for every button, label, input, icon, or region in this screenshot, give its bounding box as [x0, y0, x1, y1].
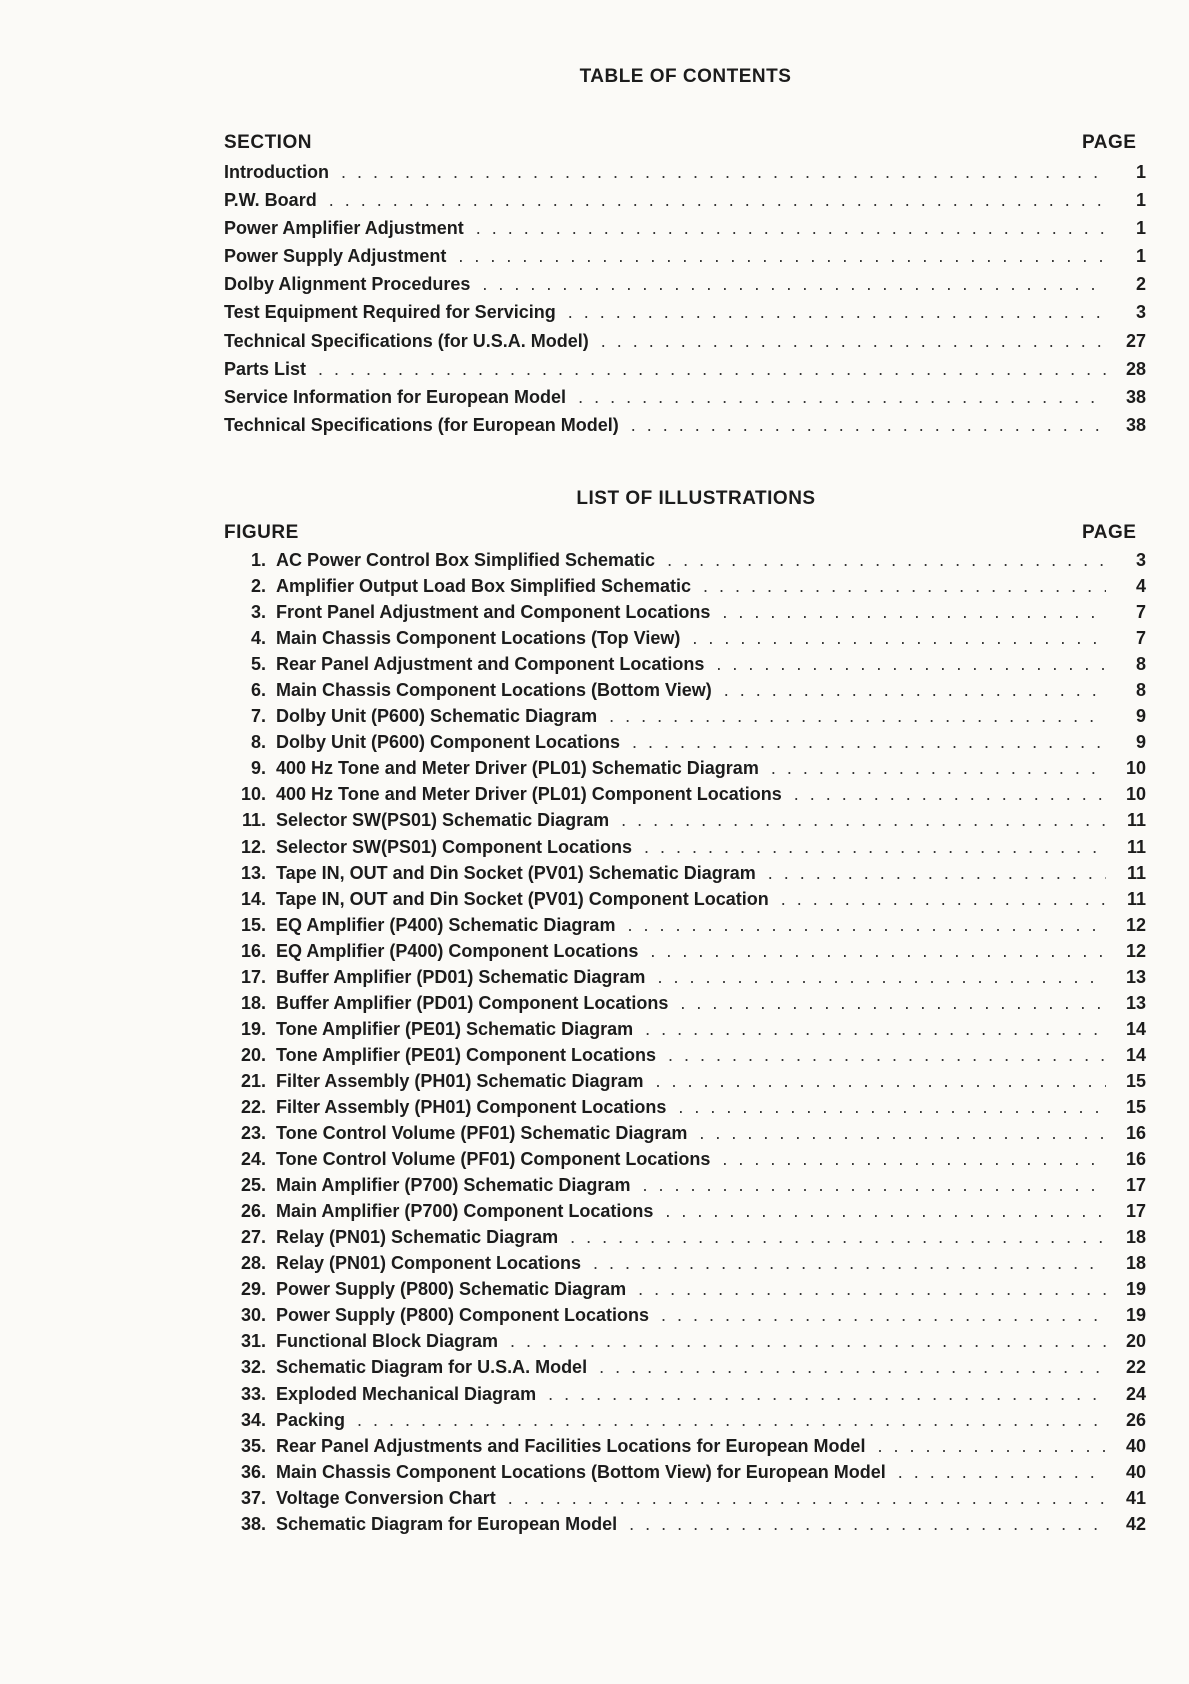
figure-entry [224, 758, 1146, 784]
page-number: 12 [1125, 940, 1146, 961]
figure-number: 5. [250, 654, 266, 675]
figure-entry [224, 1279, 1146, 1305]
dot-leader [510, 1331, 1106, 1352]
figure-label: Main Amplifier (P700) Schematic Diagram [276, 1175, 631, 1196]
page-number: 16 [1125, 1149, 1146, 1170]
figure-entry [224, 915, 1146, 941]
dot-leader [318, 359, 1106, 380]
dot-leader [629, 1514, 1106, 1535]
toc-list [224, 162, 1146, 443]
figure-number: 7. [250, 706, 266, 727]
dot-leader [357, 1410, 1106, 1431]
dot-leader [644, 837, 1106, 858]
figure-entry [224, 993, 1146, 1019]
figure-label: Amplifier Output Load Box Simplified Schematic [276, 576, 692, 597]
figure-label: Tone Control Volume (PF01) Component Locations [276, 1149, 711, 1170]
page-number: 12 [1125, 914, 1146, 935]
dot-leader [627, 915, 1106, 936]
figure-label: Buffer Amplifier (PD01) Component Locations [276, 992, 669, 1013]
dot-leader [482, 274, 1106, 295]
toc-entry [224, 387, 1146, 415]
figure-label: Front Panel Adjustment and Component Locations [276, 602, 711, 623]
page-number: 41 [1125, 1487, 1146, 1508]
figure-label: Relay (PN01) Schematic Diagram [276, 1227, 559, 1248]
illustrations-list [224, 550, 1146, 1540]
page-number: 42 [1125, 1513, 1146, 1534]
page-number: 7 [1135, 602, 1146, 623]
dot-leader [341, 162, 1106, 183]
toc-entry [224, 190, 1146, 218]
section-label: Parts List [224, 358, 307, 379]
page-number: 15 [1125, 1096, 1146, 1117]
page-number: 14 [1125, 1018, 1146, 1039]
figure-label: Voltage Conversion Chart [276, 1487, 496, 1508]
figure-label: Filter Assembly (PH01) Component Locations [276, 1096, 667, 1117]
dot-leader [632, 732, 1106, 753]
figure-number: 25. [240, 1175, 266, 1196]
page-number: 13 [1125, 966, 1146, 987]
figure-entry [224, 1123, 1146, 1149]
figure-number: 16. [240, 940, 266, 961]
dot-leader [678, 1097, 1106, 1118]
dot-leader [692, 628, 1106, 649]
figure-entry [224, 1019, 1146, 1045]
dot-leader [657, 967, 1106, 988]
figure-entry [224, 1514, 1146, 1540]
figure-entry [224, 967, 1146, 993]
page-number: 18 [1125, 1253, 1146, 1274]
figure-header: FIGURE [224, 522, 299, 543]
figure-entry [224, 784, 1146, 810]
toc-entry [224, 246, 1146, 274]
dot-leader [665, 1201, 1106, 1222]
figure-entry [224, 732, 1146, 758]
figure-entry [224, 706, 1146, 732]
figure-entry [224, 1227, 1146, 1253]
figure-number: 29. [240, 1279, 266, 1300]
figure-label: Packing [276, 1409, 346, 1430]
page-number: 14 [1125, 1044, 1146, 1065]
figure-number: 14. [240, 888, 266, 909]
toc-entry [224, 218, 1146, 246]
page-number: 11 [1126, 888, 1146, 909]
figure-label: Main Chassis Component Locations (Bottom View) [276, 680, 712, 701]
toc-page-header: PAGE [1082, 132, 1137, 153]
toc-title: TABLE OF CONTENTS [579, 66, 792, 87]
figure-entry [224, 1097, 1146, 1123]
page-number: 13 [1125, 992, 1146, 1013]
page-number: 1 [1135, 246, 1146, 267]
dot-leader [877, 1436, 1106, 1457]
figure-entry [224, 1071, 1146, 1097]
figure-entry [224, 1410, 1146, 1436]
page-number: 19 [1125, 1305, 1146, 1326]
page-number: 4 [1135, 576, 1146, 597]
section-label: Dolby Alignment Procedures [224, 274, 471, 295]
page-number: 11 [1126, 862, 1146, 883]
figure-entry [224, 1488, 1146, 1514]
page-number: 16 [1125, 1123, 1146, 1144]
figure-entry [224, 654, 1146, 680]
dot-leader [458, 246, 1106, 267]
figure-label: Tape IN, OUT and Din Socket (PV01) Schematic Diagram [276, 862, 756, 883]
figure-number: 9. [250, 758, 266, 779]
figure-entry [224, 863, 1146, 889]
dot-leader [781, 889, 1106, 910]
page-number: 10 [1125, 758, 1146, 779]
figure-number: 28. [240, 1253, 266, 1274]
page-number: 3 [1135, 550, 1146, 570]
figure-label: Tone Amplifier (PE01) Component Locations [276, 1044, 657, 1065]
figure-number: 11. [241, 810, 266, 831]
figure-number: 24. [240, 1149, 266, 1170]
page-number: 38 [1125, 386, 1146, 407]
dot-leader [650, 941, 1106, 962]
page-number: 15 [1125, 1070, 1146, 1091]
page-number: 24 [1125, 1383, 1146, 1404]
page-number: 17 [1125, 1201, 1146, 1222]
dot-leader [722, 1149, 1106, 1170]
page-number: 22 [1125, 1357, 1146, 1378]
figure-entry [224, 602, 1146, 628]
figure-number: 35. [240, 1435, 266, 1456]
dot-leader [642, 1175, 1106, 1196]
page-number: 28 [1125, 358, 1146, 379]
section-label: Test Equipment Required for Servicing [224, 302, 556, 323]
dot-leader [722, 602, 1106, 623]
figure-label: Buffer Amplifier (PD01) Schematic Diagram [276, 966, 646, 987]
page-number: 9 [1135, 706, 1146, 727]
section-label: Power Supply Adjustment [224, 246, 447, 267]
dot-leader [667, 550, 1106, 571]
figure-number: 31. [240, 1331, 266, 1352]
figure-number: 22. [240, 1096, 266, 1117]
figure-label: Tape IN, OUT and Din Socket (PV01) Component Location [276, 888, 769, 909]
figure-entry [224, 628, 1146, 654]
toc-entry [224, 359, 1146, 387]
figure-label: Tone Control Volume (PF01) Schematic Diagram [276, 1123, 688, 1144]
page-number: 26 [1125, 1409, 1146, 1430]
dot-leader [578, 387, 1106, 408]
page-number: 40 [1125, 1461, 1146, 1482]
figure-entry [224, 1436, 1146, 1462]
figure-entry [224, 680, 1146, 706]
figure-number: 37. [240, 1487, 266, 1508]
page-number: 40 [1125, 1435, 1146, 1456]
dot-leader [661, 1305, 1106, 1326]
figure-label: Exploded Mechanical Diagram [276, 1383, 537, 1404]
dot-leader [703, 576, 1106, 597]
figure-number: 3. [250, 602, 266, 623]
figure-entry [224, 550, 1146, 576]
dot-leader [568, 302, 1106, 323]
page-number: 11 [1126, 836, 1146, 857]
figure-number: 38. [240, 1513, 266, 1534]
toc-entry [224, 162, 1146, 190]
page-number: 19 [1125, 1279, 1146, 1300]
figure-label: Power Supply (P800) Schematic Diagram [276, 1279, 627, 1300]
section-label: Technical Specifications (for European Model) [224, 414, 619, 435]
figure-label: Dolby Unit (P600) Component Locations [276, 732, 621, 753]
toc-entry [224, 302, 1146, 330]
dot-leader [599, 1357, 1106, 1378]
dot-leader [508, 1488, 1106, 1509]
page-number: 8 [1135, 654, 1146, 675]
section-label: Service Information for European Model [224, 386, 567, 407]
page-number: 38 [1125, 414, 1146, 435]
section-label: P.W. Board [224, 190, 317, 211]
figure-number: 34. [240, 1409, 266, 1430]
figure-entry [224, 889, 1146, 915]
figure-number: 26. [240, 1201, 266, 1222]
figure-number: 21. [240, 1070, 266, 1091]
dot-leader [593, 1253, 1106, 1274]
figure-entry [224, 1175, 1146, 1201]
figure-label: Schematic Diagram for European Model [276, 1513, 618, 1534]
figure-label: AC Power Control Box Simplified Schematic [276, 550, 656, 570]
dot-leader [768, 863, 1106, 884]
figure-label: Selector SW(PS01) Schematic Diagram [276, 810, 610, 831]
figure-number: 1. [250, 550, 266, 570]
figure-entry [224, 1357, 1146, 1383]
dot-leader [699, 1123, 1106, 1144]
figure-entry [224, 1253, 1146, 1279]
figure-entry [224, 1384, 1146, 1410]
toc-entry [224, 331, 1146, 359]
figure-entry [224, 1149, 1146, 1175]
figure-entry [224, 1305, 1146, 1331]
figure-page-header: PAGE [1082, 522, 1137, 543]
section-label: Power Amplifier Adjustment [224, 218, 464, 239]
dot-leader [548, 1384, 1106, 1405]
illustrations-title: LIST OF ILLUSTRATIONS [576, 488, 816, 509]
figure-entry [224, 1331, 1146, 1357]
figure-number: 27. [240, 1227, 266, 1248]
section-label: Technical Specifications (for U.S.A. Model) [224, 330, 589, 351]
figure-number: 30. [240, 1305, 266, 1326]
page-number: 17 [1125, 1175, 1146, 1196]
dot-leader [645, 1019, 1106, 1040]
section-label: Introduction [224, 162, 329, 182]
dot-leader [680, 993, 1106, 1014]
dot-leader [716, 654, 1106, 675]
page-number: 18 [1125, 1227, 1146, 1248]
dot-leader [631, 415, 1106, 436]
dot-leader [621, 810, 1106, 831]
figure-label: Main Chassis Component Locations (Top View) [276, 628, 681, 649]
figure-number: 12. [240, 836, 266, 857]
dot-leader [724, 680, 1106, 701]
page-number: 10 [1125, 784, 1146, 805]
figure-entry [224, 941, 1146, 967]
dot-leader [655, 1071, 1106, 1092]
page-number: 3 [1135, 302, 1146, 323]
dot-leader [898, 1462, 1106, 1483]
figure-label: Relay (PN01) Component Locations [276, 1253, 582, 1274]
figure-entry [224, 810, 1146, 836]
figure-number: 18. [240, 992, 266, 1013]
figure-number: 6. [250, 680, 266, 701]
dot-leader [609, 706, 1106, 727]
figure-number: 10. [240, 784, 266, 805]
figure-number: 8. [250, 732, 266, 753]
dot-leader [601, 331, 1106, 352]
figure-label: Schematic Diagram for U.S.A. Model [276, 1357, 588, 1378]
figure-label: Functional Block Diagram [276, 1331, 499, 1352]
dot-leader [329, 190, 1106, 211]
figure-label: Power Supply (P800) Component Locations [276, 1305, 650, 1326]
figure-label: Rear Panel Adjustments and Facilities Locations for European Model [276, 1435, 866, 1456]
page-number: 27 [1125, 330, 1146, 351]
figure-number: 4. [250, 628, 266, 649]
figure-label: Filter Assembly (PH01) Schematic Diagram [276, 1070, 644, 1091]
page-number: 9 [1135, 732, 1146, 753]
figure-entry [224, 1045, 1146, 1071]
figure-label: 400 Hz Tone and Meter Driver (PL01) Component Locations [276, 784, 782, 805]
dot-leader [794, 784, 1106, 805]
page-number: 1 [1135, 218, 1146, 239]
figure-number: 23. [240, 1123, 266, 1144]
dot-leader [771, 758, 1106, 779]
page-number: 7 [1135, 628, 1146, 649]
dot-leader [638, 1279, 1106, 1300]
page-number: 2 [1135, 274, 1146, 295]
figure-label: 400 Hz Tone and Meter Driver (PL01) Schematic Diagram [276, 758, 759, 779]
dot-leader [570, 1227, 1106, 1248]
figure-entry [224, 576, 1146, 602]
dot-leader [476, 218, 1106, 239]
figure-entry [224, 1462, 1146, 1488]
figure-label: Main Chassis Component Locations (Bottom View) for European Model [276, 1461, 886, 1482]
figure-entry [224, 1201, 1146, 1227]
figure-label: Rear Panel Adjustment and Component Locations [276, 654, 705, 675]
figure-number: 2. [250, 576, 266, 597]
figure-number: 33. [240, 1383, 266, 1404]
figure-number: 32. [240, 1357, 266, 1378]
figure-number: 15. [240, 914, 266, 935]
figure-label: Tone Amplifier (PE01) Schematic Diagram [276, 1018, 634, 1039]
page-number: 1 [1135, 162, 1146, 182]
toc-section-header: SECTION [224, 132, 312, 153]
figure-label: Dolby Unit (P600) Schematic Diagram [276, 706, 598, 727]
toc-entry [224, 274, 1146, 302]
figure-label: EQ Amplifier (P400) Schematic Diagram [276, 914, 616, 935]
page-number: 8 [1135, 680, 1146, 701]
dot-leader [668, 1045, 1106, 1066]
page-number: 11 [1126, 810, 1146, 831]
figure-number: 17. [240, 966, 266, 987]
figure-label: Selector SW(PS01) Component Locations [276, 836, 633, 857]
figure-number: 13. [240, 862, 266, 883]
figure-label: EQ Amplifier (P400) Component Locations [276, 940, 639, 961]
page-number: 1 [1135, 190, 1146, 211]
page-number: 20 [1125, 1331, 1146, 1352]
figure-entry [224, 837, 1146, 863]
figure-label: Main Amplifier (P700) Component Locations [276, 1201, 654, 1222]
figure-number: 20. [240, 1044, 266, 1065]
figure-number: 19. [240, 1018, 266, 1039]
toc-entry [224, 415, 1146, 443]
figure-number: 36. [240, 1461, 266, 1482]
